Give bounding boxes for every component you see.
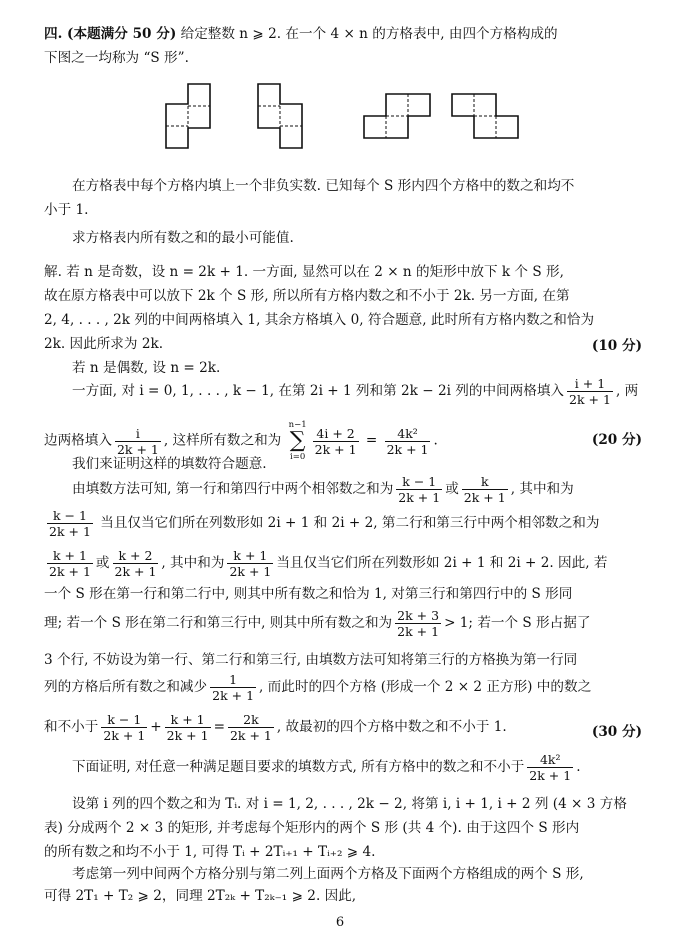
solution-text: 若 n 是偶数, 设 n = 2k. [72, 360, 221, 376]
solution-line [44, 712, 642, 743]
solution-text: 边两格填入 [44, 432, 112, 449]
fraction-denominator: 2k + 1 [49, 564, 91, 579]
problem-header: 四. (本题满分 50 分) [44, 26, 177, 42]
solution-text: 可得 2T₁ + T₂ ⩾ 2，同理 2T₂ₖ + T₂ₖ₋₁ ⩾ 2. 因此, [44, 888, 357, 904]
fraction [396, 474, 442, 505]
solution-text: 或 [445, 481, 459, 497]
fraction [313, 426, 359, 457]
solution-text: 下面证明, 对任意一种满足题目要求的填数方式, 所有方格中的数之和不小于 [72, 759, 525, 775]
solution-text: 一个 S 形在第一行和第二行中, 则其中所有数之和恰为 1, 对第三行和第四行中的 S 形同 [44, 586, 573, 602]
fraction-denominator: 2k + 1 [114, 564, 157, 579]
solution-text: 考虑第一列中间两个方格分别与第二列上面两个方格及下面两个方格组成的两个 S 形, [72, 866, 584, 882]
problem-statement-line [44, 24, 642, 44]
solution-text: , 故最初的四个方格中数之和不小于 1. [276, 719, 507, 735]
solution-text: > 1; 若一个 S 形占据了 [444, 615, 591, 631]
fraction-denominator: 2k + 1 [49, 524, 91, 539]
fraction [47, 548, 93, 579]
solution-text: , 两 [615, 383, 639, 399]
solution-text: , 其中和为 [510, 481, 574, 497]
fraction-numerator: k [462, 474, 508, 490]
fraction-numerator: k − 1 [47, 508, 93, 524]
fraction-denominator: 2k + 1 [397, 624, 440, 639]
fraction [227, 548, 273, 579]
page-number: 6 [335, 915, 345, 930]
solution-line [72, 752, 642, 783]
s-shape-2 [258, 84, 302, 148]
fraction [527, 752, 573, 783]
fraction [228, 712, 274, 743]
solution-text: , 而此时的四个方格 (形成一个 2 × 2 正方形) 中的数之 [259, 679, 592, 695]
problem-text: 小于 1. [44, 202, 89, 218]
solution-text: , 其中和为 [161, 555, 225, 571]
s-shape-1 [166, 84, 210, 148]
fraction-denominator: 2k + 1 [463, 490, 506, 505]
fraction-numerator: 2k [228, 712, 274, 728]
fraction-denominator: 2k + 1 [116, 441, 159, 457]
s-shape-4 [452, 94, 518, 138]
problem-text: 下图之一均称为 “S 形”. [44, 50, 189, 66]
fraction-denominator: 2k + 1 [212, 688, 255, 703]
solution-text: 我们来证明这样的填数符合题意. [72, 456, 267, 472]
solution-line [44, 608, 642, 639]
problem-text: 在方格表中每个方格内填上一个非负实数. 已知每个 S 形内四个方格中的数之和均不 [72, 178, 575, 194]
score-marker: (20 分) [591, 432, 642, 448]
fraction-denominator: 2k + 1 [166, 728, 209, 743]
fraction-denominator: 2k + 1 [386, 441, 429, 457]
solution-text: 当且仅当它们所在列数形如 2i + 1 和 2i + 2, 第二行和第三行中两个相邻数之和为 [100, 515, 600, 531]
problem-statement-line [44, 48, 642, 68]
fraction-numerator: k − 1 [396, 474, 442, 490]
solution-text: 表) 分成两个 2 × 3 的矩形, 并考虑每个矩形内的两个 S 形 (共 4 个). 由于这四个 S 形内 [44, 820, 580, 836]
fraction-denominator: 2k + 1 [529, 768, 572, 783]
score-marker: (10 分) [591, 338, 642, 354]
problem-question: 求方格表内所有数之和的最小可能值. [72, 230, 294, 246]
solution-text: 2k. 因此所求为 2k. [44, 336, 164, 352]
fraction-numerator: 2k + 3 [397, 608, 440, 623]
fraction [115, 426, 161, 457]
fraction [395, 608, 441, 639]
fraction-denominator: 2k + 1 [314, 441, 357, 457]
solution-text: 3 个行, 不妨设为第一行、第二行和第三行, 由填数方法可知将第三行的方格换为第一行同 [44, 652, 578, 668]
fraction-numerator: 4k² [527, 752, 573, 768]
solution-text: 和不小于 [44, 719, 99, 735]
fraction-numerator: i + 1 [567, 376, 613, 392]
s-shape-3 [364, 94, 430, 138]
solution-text: 列的方格后所有数之和减少 [44, 679, 208, 695]
plus-sign: + [150, 719, 162, 735]
fraction-denominator: 2k + 1 [398, 490, 441, 505]
solution-text: , 这样所有数之和为 [163, 432, 282, 449]
fraction-numerator: k + 1 [227, 548, 273, 564]
s-shapes-figure [0, 76, 680, 156]
fraction [385, 426, 431, 457]
fraction-denominator: 2k + 1 [229, 728, 272, 743]
fraction [165, 712, 211, 743]
solution-text: 理; 若一个 S 形在第二行和第三行中, 则其中所有数之和为 [44, 615, 393, 631]
period: . [576, 759, 581, 775]
fraction-numerator: i [115, 426, 161, 442]
solution-text: 2, 4, . . . , 2k 列的中间两格填入 1, 其余方格填入 0, 符合题意, 此时所有方格内数之和恰为 [44, 312, 595, 328]
fraction-numerator: k − 1 [101, 712, 147, 728]
fraction-numerator: 1 [210, 672, 256, 688]
problem-text: 给定整数 n ⩾ 2. 在一个 4 × n 的方格表中, 由四个方格构成的 [180, 26, 558, 42]
solution-line [44, 672, 642, 703]
fraction [47, 508, 93, 539]
fraction-denominator: 2k + 1 [103, 728, 146, 743]
solution-line [72, 376, 642, 407]
solution-text: 或 [95, 555, 110, 571]
solution-text: 解. 若 n 是奇数，设 n = 2k + 1. 一方面, 显然可以在 2 × n 的矩形中放下 k 个 S 形, [44, 264, 564, 280]
solution-text: 由填数方法可知, 第一行和第四行中两个相邻数之和为 [72, 481, 394, 497]
solution-text: 设第 i 列的四个数之和为 Tᵢ. 对 i = 1, 2, . . . , 2k − 2, 将第 i, i + 1, i + 2 列 (4 × 3 方格 [72, 796, 627, 812]
sigma-icon: ∑ [289, 428, 306, 453]
solution-text: 当且仅当它们所在列数形如 2i + 1 和 2i + 2. 因此, 若 [276, 555, 608, 571]
equals-sign: = [365, 432, 378, 449]
fraction-denominator: 2k + 1 [569, 392, 611, 407]
fraction [210, 672, 256, 703]
solution-line [44, 548, 642, 579]
fraction-numerator: 4k² [385, 426, 431, 442]
fraction-numerator: k + 1 [47, 548, 93, 564]
period: . [433, 432, 438, 449]
fraction [101, 712, 147, 743]
fraction [113, 548, 159, 579]
sum-upper-limit: n−1 [288, 420, 307, 430]
score-marker: (30 分) [591, 724, 642, 740]
fraction-numerator: k + 1 [165, 712, 211, 728]
solution-text: 一方面, 对 i = 0, 1, . . . , k − 1, 在第 2i + 1 列和第 2k − 2i 列的中间两格填入 [72, 383, 565, 399]
fraction-denominator: 2k + 1 [229, 564, 272, 579]
fraction-numerator: 4i + 2 [313, 426, 359, 442]
fraction [462, 474, 508, 505]
solution-text: 的所有数之和均不小于 1, 可得 Tᵢ + 2Tᵢ₊₁ + Tᵢ₊₂ ⩾ 4. [44, 844, 376, 860]
solution-text: 故在原方格表中可以放下 2k 个 S 形, 所以所有方格内数之和不小于 2k. 另一方面, 在第 [44, 288, 570, 304]
solution-line [72, 474, 642, 505]
solution-line [44, 508, 642, 539]
fraction [567, 376, 613, 407]
equals-sign: = [213, 719, 225, 735]
sum-lower-limit: i=0 [289, 452, 306, 462]
fraction-numerator: k + 2 [113, 548, 159, 564]
